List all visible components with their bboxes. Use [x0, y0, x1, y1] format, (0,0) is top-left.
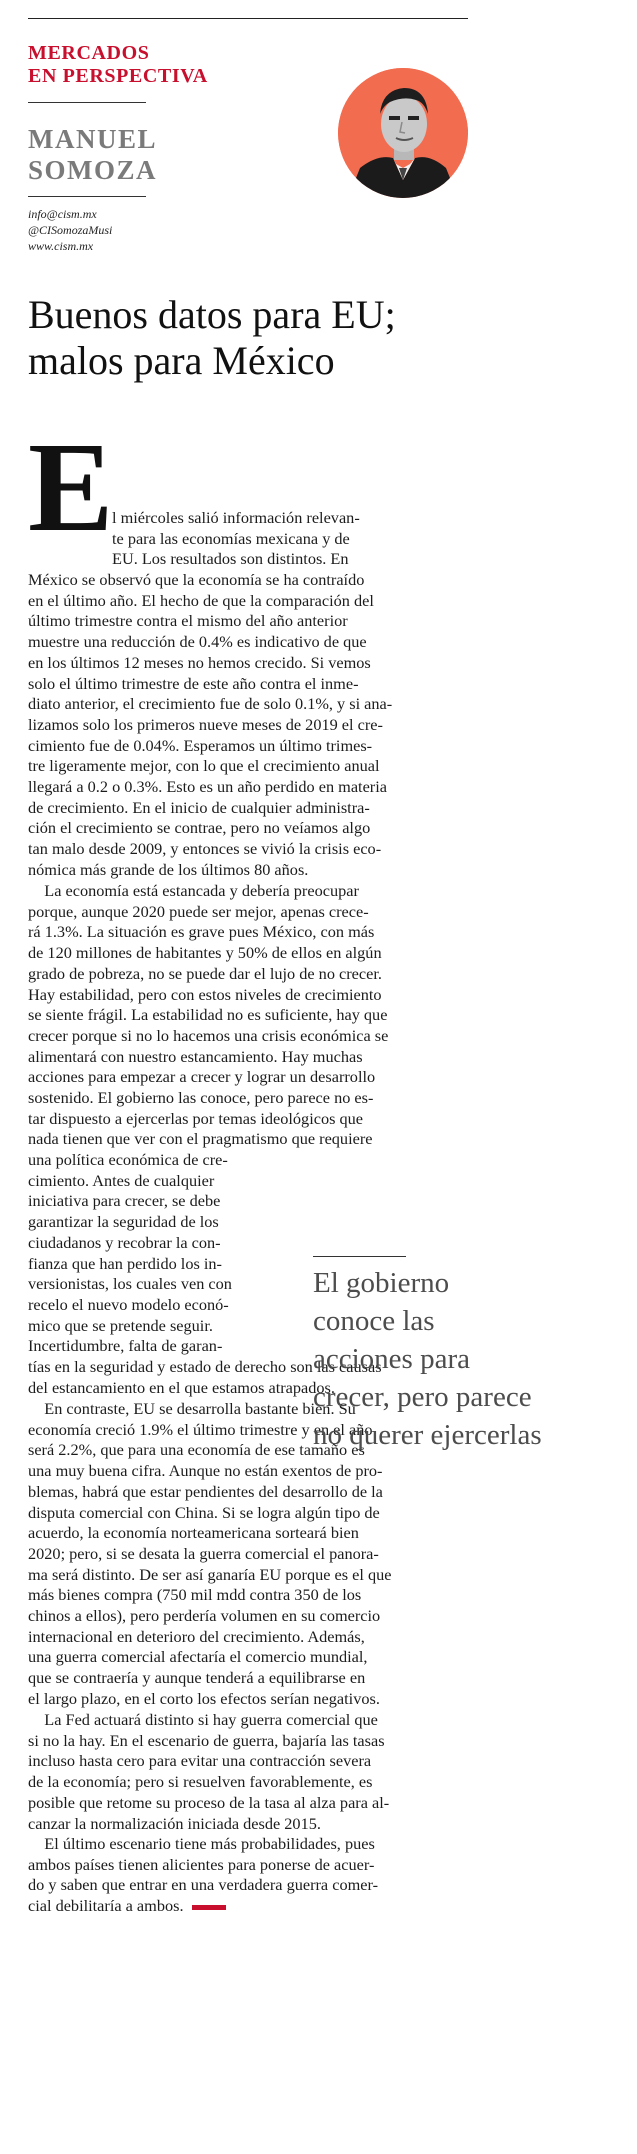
body-text-line: en los últimos 12 meses no hemos crecido. Si vemos: [28, 652, 371, 672]
body-text-line: una guerra comercial afectaría el comercio mundial,: [28, 1647, 368, 1667]
body-text-line: canzar la normalización iniciada desde 2015.: [28, 1813, 321, 1833]
body-text-line: 2020; pero, si se desata la guerra comercial el panora-: [28, 1543, 379, 1563]
body-text-line: ciudadanos y recobrar la con-: [28, 1232, 221, 1252]
end-of-article-mark: [192, 1905, 226, 1910]
body-text-line: posible que retome su proceso de la tasa al alza para al-: [28, 1792, 390, 1812]
body-text-line: versionistas, los cuales ven con: [28, 1274, 232, 1294]
article-paragraph: [28, 570, 468, 881]
body-text-line: Hay estabilidad, pero con estos niveles de crecimiento: [28, 984, 382, 1004]
body-text-line: del estancamiento en el que estamos atrapados.: [28, 1377, 335, 1397]
body-text-line: nada tienen que ver con el pragmatismo que requiere: [28, 1129, 373, 1149]
body-text-line: porque, aunque 2020 puede ser mejor, apenas crece-: [28, 901, 369, 921]
body-text-line: tre ligeramente mejor, con lo que el crecimiento anual: [28, 756, 380, 776]
body-text-line: cimiento. Antes de cualquier: [28, 1170, 215, 1190]
article-headline: [28, 292, 468, 384]
article-paragraph: [28, 1834, 468, 1917]
drop-cap: E: [28, 416, 114, 558]
pullquote-line: no querer ejercerlas: [313, 1419, 542, 1451]
body-text-line: recelo el nuevo modelo econó-: [28, 1294, 229, 1314]
body-text-line: de 120 millones de habitantes y 50% de ellos en algún: [28, 943, 382, 963]
portrait-illustration: [338, 68, 468, 198]
article-paragraph-wrap: [28, 1150, 290, 1357]
body-text-line: El último escenario tiene más probabilidades, pues: [28, 1834, 375, 1853]
author-name-line: MANUEL: [28, 124, 157, 154]
body-text-line: disputa comercial con China. Si se logra algún tipo de: [28, 1502, 380, 1522]
body-text-line: tar dispuesto a ejercerlas por temas ideológicos que: [28, 1108, 364, 1128]
body-text-line: último trimestre contra el mismo del año anterior: [28, 611, 348, 631]
body-text-line: La Fed actuará distinto si hay guerra comercial que: [28, 1710, 378, 1729]
article-paragraph: [28, 881, 468, 1150]
body-text-line: do y saben que entrar en una verdadera guerra comer-: [28, 1875, 378, 1895]
body-text-line: México se observó que la economía se ha contraído: [28, 570, 365, 589]
body-text-line: ambos países tienen alicientes para ponerse de acuer-: [28, 1854, 375, 1874]
body-text-line: acuerdo, la economía norteamericana sorteará bien: [28, 1523, 359, 1543]
body-text-line: el largo plazo, en el corto los efectos serían negativos.: [28, 1688, 380, 1708]
body-text-line: La economía está estancada y debería preocupar: [28, 881, 359, 900]
headline-line: malos para México: [28, 338, 335, 383]
body-text-line: si no la hay. En el escenario de guerra, bajaría las tasas: [28, 1730, 385, 1750]
body-text-line: grado de pobreza, no se puede dar el lujo de no crecer.: [28, 963, 382, 983]
body-text-line: que se contraería y aunque tenderá a equilibrarse en: [28, 1668, 366, 1688]
body-text-line: será 2.2%, que para una economía de ese tamaño es: [28, 1440, 365, 1460]
body-text-line: rá 1.3%. La situación es grave pues México, con más: [28, 922, 375, 942]
contact-email[interactable]: info@cism.mx: [28, 207, 97, 221]
body-text-line: sostenido. El gobierno las conoce, pero parece no es-: [28, 1088, 374, 1108]
body-text-line: EU. Los resultados son distintos. En: [112, 549, 349, 569]
body-text-line: crecer porque si no lo hacemos una crisis económica se: [28, 1025, 389, 1045]
body-text-line: tan malo desde 2009, y entonces se vivió la crisis eco-: [28, 839, 382, 859]
body-text-line: internacional en deterioro del crecimiento. Además,: [28, 1626, 365, 1646]
body-text-line: Incertidumbre, falta de garan-: [28, 1336, 223, 1356]
headline-line: Buenos datos para EU;: [28, 292, 396, 337]
pullquote-rule: [313, 1256, 406, 1257]
body-text-line: más bienes compra (750 mil mdd contra 350 de los: [28, 1585, 362, 1605]
body-text-line: de crecimiento. En el inicio de cualquier administra-: [28, 797, 370, 817]
body-text-line: acciones para empezar a crecer y lograr un desarrollo: [28, 1067, 376, 1087]
body-text-line: de la economía; pero si resuelven favorablemente, es: [28, 1772, 373, 1792]
body-text-line: incluso hasta cero para evitar una contracción severa: [28, 1751, 372, 1771]
article-paragraph: [28, 1710, 468, 1834]
body-text-line: blemas, habrá que estar pendientes del desarrollo de la: [28, 1481, 383, 1501]
body-text-line: nómica más grande de los últimos 80 años.: [28, 859, 309, 879]
body-text-line: se siente frágil. La estabilidad no es suficiente, hay que: [28, 1005, 388, 1025]
body-text-line: garantizar la seguridad de los: [28, 1212, 219, 1232]
author-name-line: SOMOZA: [28, 155, 158, 185]
body-text-line: tías en la seguridad y estado de derecho son las causas: [28, 1357, 382, 1376]
body-text-line: muestre una reducción de 0.4% es indicativo de que: [28, 632, 367, 652]
body-text-line: chinos a ellos), pero perdería volumen en su comercio: [28, 1606, 381, 1626]
body-text-line: diato anterior, el crecimiento fue de solo 0.1%, y si ana-: [28, 694, 393, 714]
body-text-line: l miércoles salió información relevan-: [112, 508, 360, 527]
body-text-line: economía creció 1.9% el último trimestre y en el año: [28, 1419, 373, 1439]
body-text-line: una política económica de cre-: [28, 1150, 228, 1169]
body-text-line: ma será distinto. De ser así ganaría EU porque es el que: [28, 1564, 392, 1584]
body-text-line: una muy buena cifra. Aunque no están exentos de pro-: [28, 1461, 383, 1481]
section-divider: [28, 102, 146, 103]
section-title: [28, 42, 348, 88]
section-title-line: EN PERSPECTIVA: [28, 65, 208, 87]
body-text-line: cial debilitaría a ambos.: [28, 1896, 468, 1917]
article-lead: [112, 508, 468, 570]
pullquote-line: crecer, pero parece: [313, 1381, 532, 1413]
contact-handle[interactable]: @CISomozaMusi: [28, 223, 113, 237]
body-text-line: alimentará con nuestro estancamiento. Hay muchas: [28, 1046, 363, 1066]
pullquote-line: El gobierno: [313, 1267, 450, 1299]
body-text-line: En contraste, EU se desarrolla bastante bien. Su: [28, 1399, 356, 1418]
body-text-line: en el último año. El hecho de que la comparación del: [28, 590, 374, 610]
body-text-line: iniciativa para crecer, se debe: [28, 1191, 221, 1211]
body-text-line: solo el último trimestre de este año contra el inme-: [28, 673, 359, 693]
pullquote: [313, 1264, 542, 1454]
pullquote-line: conoce las: [313, 1305, 435, 1337]
author-divider: [28, 196, 146, 197]
top-rule: [28, 18, 468, 19]
body-text-line: fianza que han perdido los in-: [28, 1253, 222, 1273]
body-text-line: mico que se pretende seguir.: [28, 1315, 213, 1335]
body-text-line: ción el crecimiento se contrae, pero no veíamos algo: [28, 818, 371, 838]
contact-block: [28, 206, 112, 254]
section-title-line: MERCADOS: [28, 42, 150, 64]
pullquote-line: acciones para: [313, 1343, 470, 1375]
body-text-line: llegará a 0.2 o 0.3%. Esto es un año perdido en materia: [28, 777, 387, 797]
body-text-line: te para las economías mexicana y de: [112, 528, 350, 548]
body-text-line: lizamos solo los primeros nueve meses de 2019 el cre-: [28, 714, 383, 734]
contact-website[interactable]: www.cism.mx: [28, 239, 94, 253]
author-name: [28, 124, 157, 186]
author-photo: [338, 68, 468, 198]
body-text-line: cimiento fue de 0.04%. Esperamos un último trimes-: [28, 735, 373, 755]
